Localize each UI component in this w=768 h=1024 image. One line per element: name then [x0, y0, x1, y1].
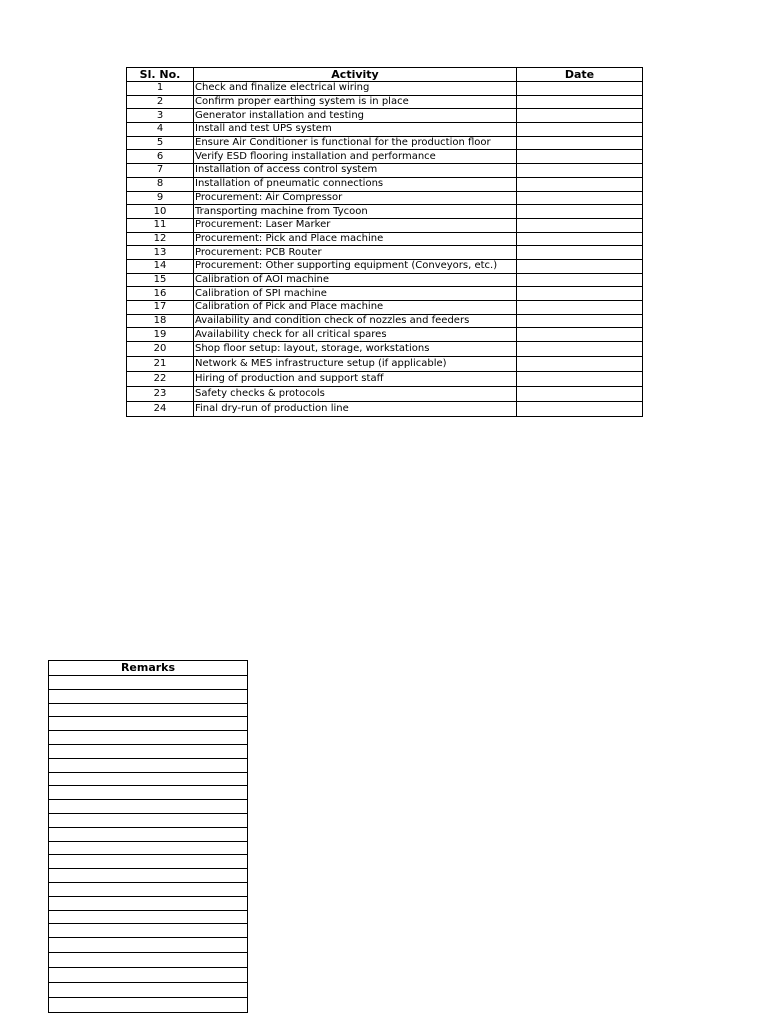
remarks-cell[interactable]: [49, 938, 248, 953]
sl-no-cell: 2: [127, 95, 194, 109]
date-cell[interactable]: [517, 301, 643, 315]
activity-cell: Install and test UPS system: [194, 123, 517, 137]
table-row: [127, 301, 643, 315]
table-row: [127, 109, 643, 123]
remarks-row: [49, 998, 248, 1013]
table-row: [127, 191, 643, 205]
table-row: [127, 150, 643, 164]
date-cell[interactable]: [517, 328, 643, 342]
remarks-header: Remarks: [49, 661, 248, 676]
activity-cell: Generator installation and testing: [194, 109, 517, 123]
date-cell[interactable]: [517, 136, 643, 150]
activity-cell: Availability check for all critical spares: [194, 328, 517, 342]
activity-cell: Network & MES infrastructure setup (if applicable): [194, 357, 517, 372]
table-row: [127, 372, 643, 387]
remarks-row: [49, 924, 248, 938]
table-row: [127, 177, 643, 191]
date-cell[interactable]: [517, 95, 643, 109]
sl-no-cell: 18: [127, 314, 194, 328]
remarks-row: [49, 676, 248, 690]
table-row: [127, 342, 643, 357]
sl-no-cell: 9: [127, 191, 194, 205]
table-row: [127, 328, 643, 342]
activity-cell: Final dry-run of production line: [194, 402, 517, 417]
remarks-cell[interactable]: [49, 998, 248, 1013]
remarks-cell[interactable]: [49, 896, 248, 910]
date-cell[interactable]: [517, 357, 643, 372]
date-cell[interactable]: [517, 205, 643, 219]
activity-cell: Hiring of production and support staff: [194, 372, 517, 387]
remarks-cell[interactable]: [49, 676, 248, 690]
remarks-row: [49, 772, 248, 786]
activity-table-header-row: [127, 68, 643, 82]
sl-no-cell: 4: [127, 123, 194, 137]
date-cell[interactable]: [517, 123, 643, 137]
sl-no-cell: 6: [127, 150, 194, 164]
sl-no-cell: 19: [127, 328, 194, 342]
table-row: [127, 218, 643, 232]
remarks-cell[interactable]: [49, 717, 248, 731]
table-row: [127, 82, 643, 96]
remarks-row: [49, 910, 248, 924]
sl-no-cell: 11: [127, 218, 194, 232]
activity-cell: Installation of access control system: [194, 164, 517, 178]
sl-no-cell: 24: [127, 402, 194, 417]
activity-cell: Procurement: Air Compressor: [194, 191, 517, 205]
remarks-row: [49, 717, 248, 731]
activity-cell: Calibration of SPI machine: [194, 287, 517, 301]
date-cell[interactable]: [517, 82, 643, 96]
date-cell[interactable]: [517, 232, 643, 246]
sl-no-cell: 15: [127, 273, 194, 287]
remarks-row: [49, 869, 248, 883]
remarks-row: [49, 968, 248, 983]
activity-cell: Calibration of Pick and Place machine: [194, 301, 517, 315]
sl-no-cell: 16: [127, 287, 194, 301]
table-row: [127, 387, 643, 402]
date-cell[interactable]: [517, 191, 643, 205]
sl-no-cell: 1: [127, 82, 194, 96]
activity-header: Activity: [194, 68, 517, 82]
sl-no-cell: 20: [127, 342, 194, 357]
remarks-row: [49, 841, 248, 855]
remarks-cell[interactable]: [49, 758, 248, 772]
activity-cell: Safety checks & protocols: [194, 387, 517, 402]
remarks-row: [49, 882, 248, 896]
remarks-cell[interactable]: [49, 841, 248, 855]
activity-cell: Transporting machine from Tycoon: [194, 205, 517, 219]
remarks-row: [49, 689, 248, 703]
remarks-row: [49, 731, 248, 745]
remarks-cell[interactable]: [49, 731, 248, 745]
activity-cell: Installation of pneumatic connections: [194, 177, 517, 191]
sl-no-cell: 5: [127, 136, 194, 150]
remarks-header-row: [49, 661, 248, 676]
activity-cell: Procurement: Pick and Place machine: [194, 232, 517, 246]
activity-cell: Verify ESD flooring installation and performance: [194, 150, 517, 164]
date-cell[interactable]: [517, 177, 643, 191]
table-row: [127, 205, 643, 219]
date-cell[interactable]: [517, 246, 643, 260]
activity-cell: Availability and condition check of nozzles and feeders: [194, 314, 517, 328]
remarks-cell[interactable]: [49, 813, 248, 827]
table-row: [127, 287, 643, 301]
sl-no-cell: 3: [127, 109, 194, 123]
activity-cell: Procurement: Other supporting equipment (Conveyors, etc.): [194, 259, 517, 273]
table-row: [127, 136, 643, 150]
remarks-cell[interactable]: [49, 786, 248, 800]
sl-no-cell: 14: [127, 259, 194, 273]
table-row: [127, 164, 643, 178]
remarks-row: [49, 855, 248, 869]
remarks-cell[interactable]: [49, 953, 248, 968]
remarks-row: [49, 703, 248, 717]
table-row: [127, 232, 643, 246]
table-row: [127, 402, 643, 417]
remarks-row: [49, 758, 248, 772]
table-row: [127, 259, 643, 273]
date-cell[interactable]: [517, 402, 643, 417]
date-cell[interactable]: [517, 109, 643, 123]
sl-no-cell: 17: [127, 301, 194, 315]
date-cell[interactable]: [517, 218, 643, 232]
sl-no-cell: 12: [127, 232, 194, 246]
date-cell[interactable]: [517, 372, 643, 387]
activity-cell: Shop floor setup: layout, storage, workstations: [194, 342, 517, 357]
remarks-table: [48, 660, 248, 1013]
activity-cell: Calibration of AOI machine: [194, 273, 517, 287]
remarks-row: [49, 744, 248, 758]
sl-no-cell: 10: [127, 205, 194, 219]
activity-cell: Check and finalize electrical wiring: [194, 82, 517, 96]
date-cell[interactable]: [517, 314, 643, 328]
date-cell[interactable]: [517, 259, 643, 273]
date-cell[interactable]: [517, 164, 643, 178]
remarks-cell[interactable]: [49, 924, 248, 938]
sl-no-cell: 21: [127, 357, 194, 372]
remarks-cell[interactable]: [49, 869, 248, 883]
sl-no-cell: 22: [127, 372, 194, 387]
date-header: Date: [517, 68, 643, 82]
table-row: [127, 273, 643, 287]
date-cell[interactable]: [517, 287, 643, 301]
remarks-cell[interactable]: [49, 800, 248, 814]
remarks-cell[interactable]: [49, 855, 248, 869]
activity-cell: Procurement: PCB Router: [194, 246, 517, 260]
table-row: [127, 246, 643, 260]
remarks-row: [49, 800, 248, 814]
remarks-row: [49, 953, 248, 968]
remarks-row: [49, 813, 248, 827]
remarks-cell[interactable]: [49, 703, 248, 717]
remarks-cell[interactable]: [49, 744, 248, 758]
table-row: [127, 357, 643, 372]
date-cell[interactable]: [517, 387, 643, 402]
activity-table: [126, 67, 643, 417]
sl-no-header: Sl. No.: [127, 68, 194, 82]
remarks-cell[interactable]: [49, 882, 248, 896]
remarks-row: [49, 983, 248, 998]
date-cell[interactable]: [517, 273, 643, 287]
activity-cell: Procurement: Laser Marker: [194, 218, 517, 232]
remarks-row: [49, 938, 248, 953]
table-row: [127, 95, 643, 109]
remarks-cell[interactable]: [49, 772, 248, 786]
sl-no-cell: 7: [127, 164, 194, 178]
table-row: [127, 123, 643, 137]
activity-cell: Confirm proper earthing system is in place: [194, 95, 517, 109]
remarks-cell[interactable]: [49, 689, 248, 703]
remarks-row: [49, 786, 248, 800]
remarks-cell[interactable]: [49, 983, 248, 998]
remarks-cell[interactable]: [49, 827, 248, 841]
date-cell[interactable]: [517, 150, 643, 164]
remarks-row: [49, 827, 248, 841]
date-cell[interactable]: [517, 342, 643, 357]
sl-no-cell: 23: [127, 387, 194, 402]
remarks-cell[interactable]: [49, 968, 248, 983]
sl-no-cell: 13: [127, 246, 194, 260]
remarks-row: [49, 896, 248, 910]
activity-cell: Ensure Air Conditioner is functional for the production floor: [194, 136, 517, 150]
sl-no-cell: 8: [127, 177, 194, 191]
remarks-cell[interactable]: [49, 910, 248, 924]
table-row: [127, 314, 643, 328]
